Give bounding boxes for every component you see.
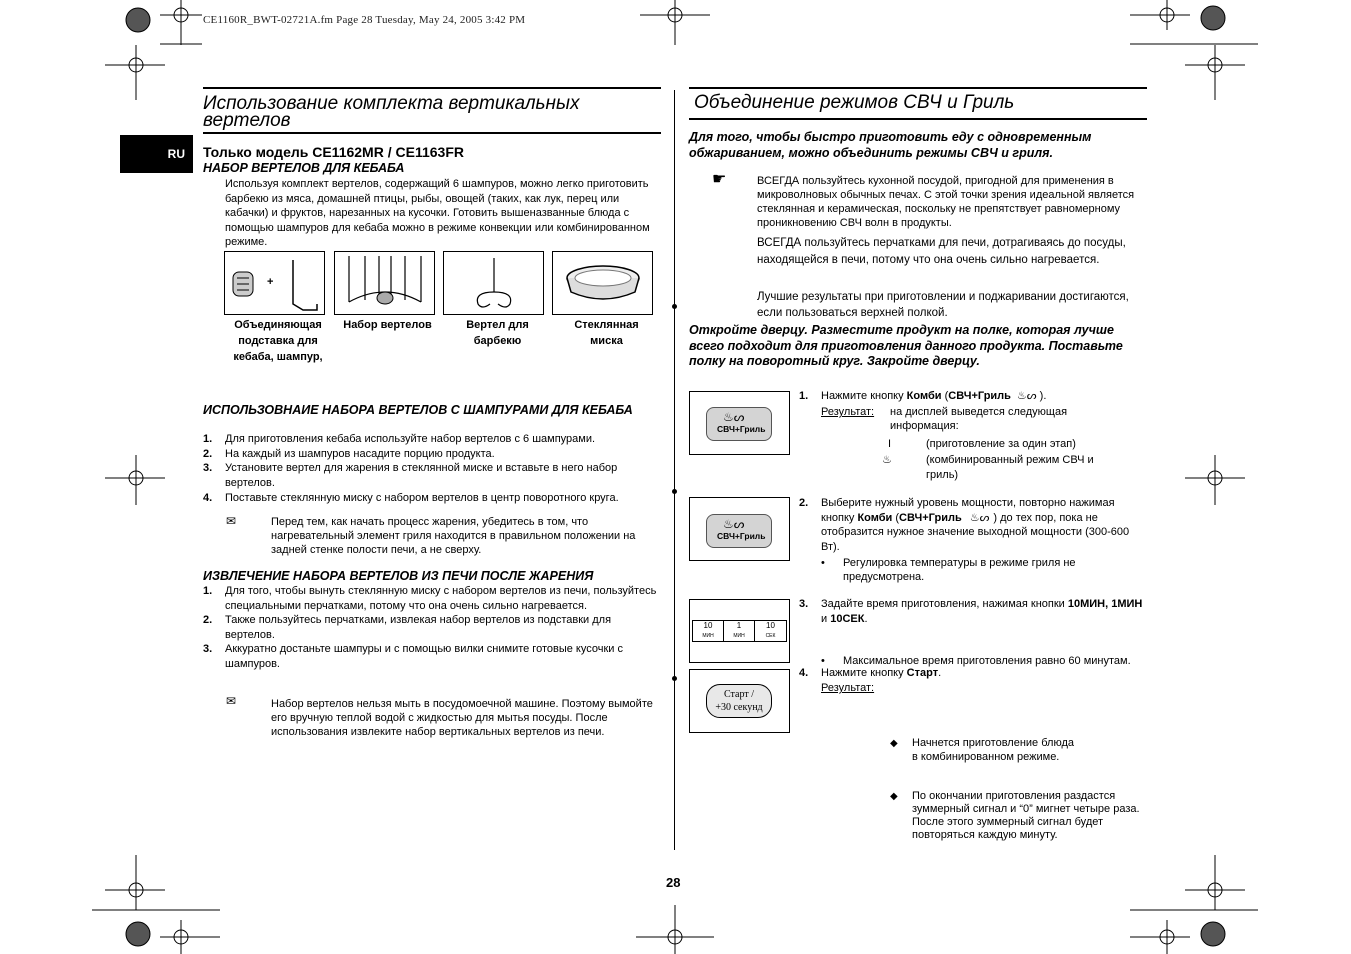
combo-button-panel-1 <box>689 391 790 455</box>
left-section-title: Использование комплекта вертикальных вертелов <box>203 93 580 131</box>
timer-buttons-row <box>692 620 787 642</box>
divider-dot <box>672 676 677 681</box>
note-top-rack: Лучшие результаты при приготовлении и поджаривании достигаются, если пользоваться верхней полкой. <box>757 291 1129 319</box>
page-number: 28 <box>666 875 681 890</box>
timer-buttons-panel <box>689 599 790 663</box>
note-icon: ✉ <box>226 694 237 708</box>
step-3-bullet: • Максимальное время приготовления равно 60 минутам. <box>821 655 1131 667</box>
combo-button-panel-2 <box>689 497 790 561</box>
remove-steps-list <box>203 584 661 671</box>
step-number: 4. <box>799 667 809 679</box>
combo-intro: Для того, чтобы быстро приготовить еду с одновременным обжариванием, можно объединить режимы СВЧ и гриля. <box>689 130 1092 160</box>
kebab-stand-caption: Объединяющая подставка для кебаба, шампур, <box>233 319 323 363</box>
bbq-spit-image <box>443 251 544 315</box>
skewer-set-image <box>334 251 435 315</box>
right-title-rule-bottom <box>689 118 1147 120</box>
step-1-result: на дисплей выведется следующая информация: <box>890 406 1068 432</box>
list-item: 2. На каждый из шампуров насадите порцию продукта. <box>203 447 495 460</box>
microwave-grill-icon: ♨ᔕ <box>723 410 745 424</box>
microwave-grill-icon: ♨ᔕ <box>969 511 990 524</box>
start-button[interactable]: Старт / +30 секунд <box>706 684 772 718</box>
single-stage-text: (приготовление за один этап) <box>926 438 1076 450</box>
ten-sec-button[interactable]: 10 СЕК <box>765 621 776 639</box>
step-4-text: Нажмите кнопку Старт. <box>821 667 942 679</box>
list-item: 3. Установите вертел для жарения в стеклянной миске и вставьте в него набор вертелов. <box>203 462 618 489</box>
kebab-set-heading: НАБОР ВЕРТЕЛОВ ДЛЯ КЕБАБА <box>203 161 405 175</box>
single-stage-indicator: I <box>888 438 892 450</box>
step-number: 1. <box>799 390 809 402</box>
combo-button[interactable]: ♨ᔕ СВЧ+Гриль <box>706 407 772 441</box>
step-4-bullet-2: ◆ По окончании приготовления раздастся зуммерный сигнал и “0” мигнет четыре раза. После этого зуммерный сигнал будет повторяться каждую минуту. <box>890 790 1140 841</box>
kebab-intro: Используя комплект вертелов, содержащий 6 шампуров, можно легко приготовить барбекю из мяса, домашней птицы, рыбы, овощей (таких, как лук, перец или кабачки) и фруктов, нарезанных на кусочки. Готовить вышеназванные блюда с помощью шампуров для кебаба можно в режиме конвекции или комбинированном режиме. <box>225 178 650 248</box>
step-2-text: Выберите нужный уровень мощности, повторно нажимая кнопку Комби (СВЧ+Гриль ♨ᔕ ) до тех пор, пока не отобразится нужное значение выходной мощности (300-600 Вт). <box>821 497 1130 553</box>
step-4-bullet-1: ◆ Начнется приготовление блюда в комбинированном режиме. <box>890 737 1074 763</box>
column-divider <box>674 90 675 850</box>
remove-skewers-heading: ИЗВЛЕЧЕНИЕ НАБОРА ВЕРТЕЛОВ ИЗ ПЕЧИ ПОСЛЕ ЖАРЕНИЯ <box>203 569 594 583</box>
right-title-rule-top <box>689 87 1147 89</box>
skewer-set-icon <box>335 252 434 314</box>
ten-min-button[interactable]: 10 МИН <box>693 621 724 641</box>
open-door-instruction: Откройте дверцу. Разместите продукт на полке, которая лучше всего подходит для приготовления данного продукта. Поставьте полку на поворотный круг. Закройте дверцу. <box>689 323 1123 368</box>
model-heading: Только модель CE1162MR / CE1163FR <box>203 144 464 160</box>
step-2-bullet: • Регулировка температуры в режиме гриля не предусмотрена. <box>821 557 1076 583</box>
language-tab: RU <box>120 135 193 173</box>
left-title-rule-bottom <box>203 132 661 134</box>
kebab-stand-icon <box>225 252 324 314</box>
combi-mode-icon: ♨ <box>882 454 892 466</box>
step-3-text: Задайте время приготовления, нажимая кнопки 10МИН, 1МИН и 10СЕК. <box>821 598 1143 625</box>
start-button-panel <box>689 669 790 733</box>
kebab-stand-image <box>224 251 325 315</box>
step-number: 3. <box>799 598 809 610</box>
pointing-hand-icon: ☛ <box>712 171 727 188</box>
step-1-text: Нажмите кнопку Комби (СВЧ+Гриль ♨ᔕ ). <box>821 390 1047 402</box>
right-section-title: Объединение режимов СВЧ и Гриль <box>694 92 1015 113</box>
divider-dot <box>672 489 677 494</box>
glass-bowl-image <box>552 251 653 315</box>
combi-mode-text: (комбинированный режим СВЧ и гриль) <box>926 454 1094 481</box>
bbq-spit-caption: Вертел для барбекю <box>466 319 529 347</box>
note-icon: ✉ <box>226 514 237 528</box>
remove-note: Набор вертелов нельзя мыть в посудомоечной машине. Поэтому вымойте его вручную теплой водой с жидкостью для мытья посуды. После использования извлеките набор вертикальных вертелов из печи. <box>271 698 653 738</box>
note-cookware: ВСЕГДА пользуйтесь кухонной посудой, пригодной для применения в микроволновых обычных печах. С этой точки зрения идеальной является стеклянная и керамическая, поскольку не препятствует равномерному проникновению СВЧ волн в продукты. <box>757 175 1135 229</box>
use-skewers-heading: ИСПОЛЬЗОВНАИЕ НАБОРА ВЕРТЕЛОВ С ШАМПУРАМИ ДЛЯ КЕБАБА <box>203 403 633 417</box>
list-item: 1. Для приготовления кебаба используйте набор вертелов с 6 шампурами. <box>203 433 596 445</box>
glass-bowl-caption: Стеклянная миска <box>574 319 639 347</box>
bbq-spit-icon <box>444 252 543 314</box>
microwave-grill-icon: ♨ᔕ <box>1016 390 1037 402</box>
combo-button[interactable]: ♨ᔕ СВЧ+Гриль <box>706 514 772 548</box>
note-gloves: ВСЕГДА пользуйтесь перчатками для печи, дотрагиваясь до посуды, находящейся в печи, потому что она очень сильно нагревается. <box>757 237 1126 266</box>
use-steps-list <box>203 432 661 506</box>
skewer-set-caption: Набор вертелов <box>343 319 432 331</box>
plus-sign: + <box>267 276 274 288</box>
list-item: 2. Также пользуйтесь перчатками, извлекая набор вертелов из подставки для вертелов. <box>203 614 612 641</box>
result-label: Результат: <box>821 682 875 694</box>
file-header: CE1160R_BWT-02721A.fm Page 28 Tuesday, May 24, 2005 3:42 PM <box>203 14 526 26</box>
list-item: 1. Для того, чтобы вынуть стеклянную миску с набором вертелов из печи, пользуйтесь специальными перчатками, потому что она очень сильно нагревается. <box>203 585 657 612</box>
use-note: Перед тем, как начать процесс жарения, убедитесь в том, что нагревательный элемент гриля находится в правильном положении на задней стенке полости печи, а не сверху. <box>271 516 636 556</box>
divider-dot <box>672 304 677 309</box>
step-number: 2. <box>799 497 809 509</box>
list-item: 3. Аккуратно достаньте шампуры и с помощью вилки снимите готовые кусочки с шампуров. <box>203 643 623 670</box>
microwave-grill-icon: ♨ᔕ <box>723 517 745 531</box>
result-label: Результат: <box>821 406 875 418</box>
left-title-rule-top <box>203 87 661 89</box>
list-item: 4. Поставьте стеклянную миску с набором вертелов в центр поворотного круга. <box>203 492 619 504</box>
one-min-button[interactable]: 1 МИН <box>724 621 755 641</box>
glass-bowl-icon <box>553 252 652 314</box>
